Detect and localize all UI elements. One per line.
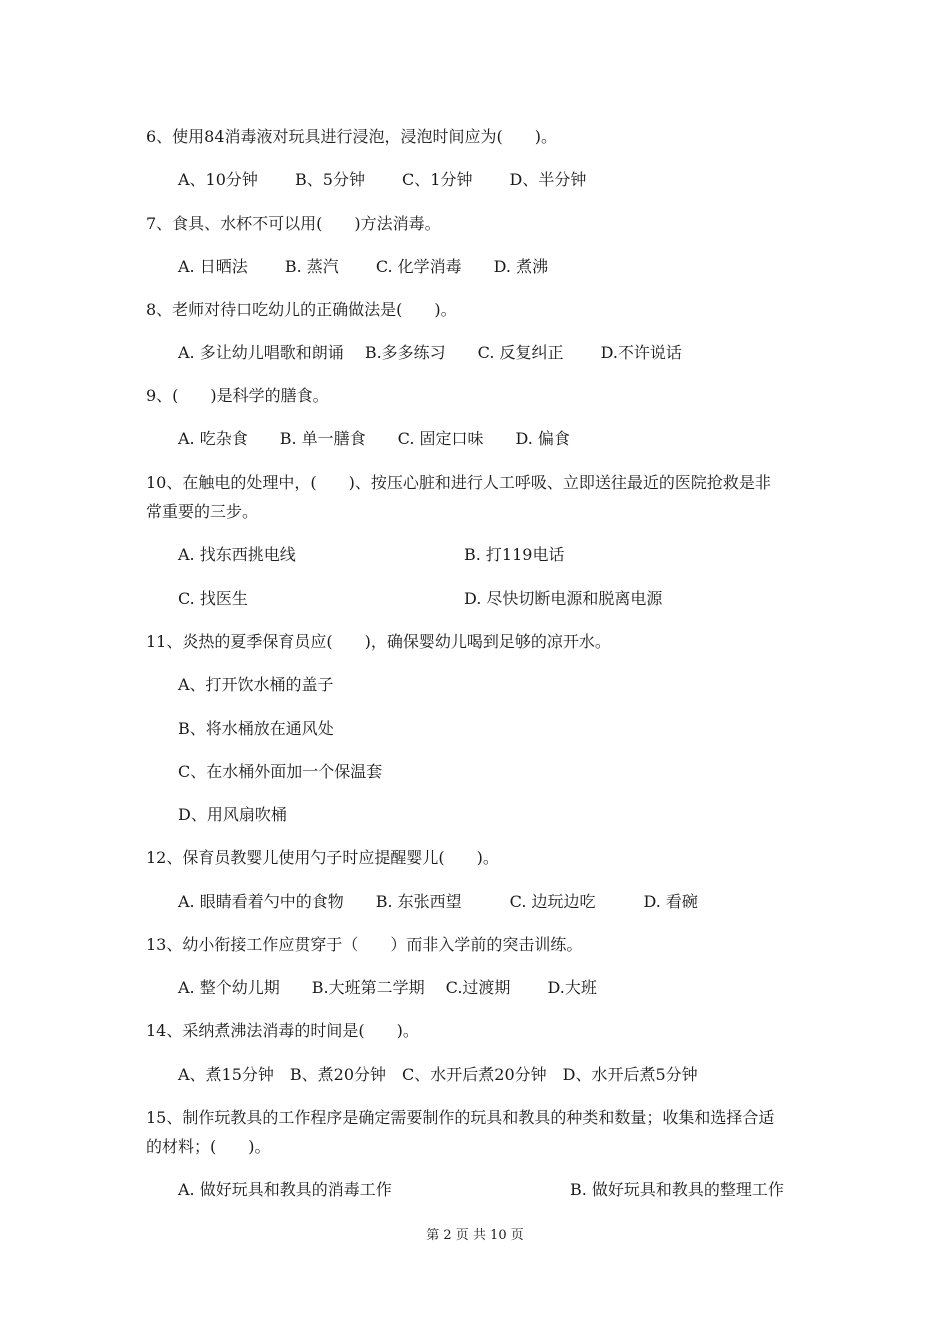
question-10-option-a: A. 找东西挑电线 <box>178 545 296 564</box>
question-9-stem: 9、( )是科学的膳食。 <box>146 386 329 405</box>
question-11-option-d: D、用风扇吹桶 <box>178 805 287 824</box>
question-11-option-b: B、将水桶放在通风处 <box>178 719 334 738</box>
question-15-option-a: A. 做好玩具和教具的消毒工作 <box>178 1180 392 1199</box>
question-15-option-b: B. 做好玩具和教具的整理工作 <box>570 1180 784 1199</box>
question-8-options: A. 多让幼儿唱歌和朗诵 B.多多练习 C. 反复纠正 D.不许说话 <box>178 343 682 362</box>
question-11-stem: 11、炎热的夏季保育员应( )，确保婴幼儿喝到足够的凉开水。 <box>146 632 611 651</box>
question-13-stem: 13、幼小衔接工作应贯穿于（ ）而非入学前的突击训练。 <box>146 935 583 954</box>
question-13-options: A. 整个幼儿期 B.大班第二学期 C.过渡期 D.大班 <box>178 978 597 997</box>
question-10-option-d: D. 尽快切断电源和脱离电源 <box>464 589 663 608</box>
question-10-stem-line2: 常重要的三步。 <box>146 502 259 521</box>
question-7-options: A. 日晒法 B. 蒸汽 C. 化学消毒 D. 煮沸 <box>178 257 549 276</box>
page-number-footer: 第 2 页 共 10 页 <box>426 1228 524 1243</box>
question-15-stem-line2: 的材料；( )。 <box>146 1137 271 1156</box>
question-7-stem: 7、食具、水杯不可以用( )方法消毒。 <box>146 214 441 233</box>
question-6-stem: 6、使用84消毒液对玩具进行浸泡，浸泡时间应为( )。 <box>146 127 558 146</box>
question-15-stem-line1: 15、制作玩教具的工作程序是确定需要制作的玩具和教具的种类和数量；收集和选择合适 <box>146 1108 775 1127</box>
question-9-options: A. 吃杂食 B. 单一膳食 C. 固定口味 D. 偏食 <box>178 429 570 448</box>
question-10-option-c: C. 找医生 <box>178 589 248 608</box>
question-11-option-a: A、打开饮水桶的盖子 <box>178 675 334 694</box>
question-6-options: A、10分钟 B、5分钟 C、1分钟 D、半分钟 <box>178 170 587 189</box>
question-12-options: A. 眼睛看着勺中的食物 B. 东张西望 C. 边玩边吃 D. 看碗 <box>178 892 698 911</box>
question-10-option-b: B. 打119电话 <box>464 545 565 564</box>
question-14-options: A、煮15分钟 B、煮20分钟 C、水开后煮20分钟 D、水开后煮5分钟 <box>178 1065 698 1084</box>
question-11-option-c: C、在水桶外面加一个保温套 <box>178 762 383 781</box>
question-10-stem-line1: 10、在触电的处理中，( )、按压心脏和进行人工呼吸、立即送往最近的医院抢救是非 <box>146 473 771 492</box>
question-14-stem: 14、采纳煮沸法消毒的时间是( )。 <box>146 1021 419 1040</box>
question-8-stem: 8、老师对待口吃幼儿的正确做法是( )。 <box>146 300 457 319</box>
question-12-stem: 12、保育员教婴儿使用勺子时应提醒婴儿( )。 <box>146 848 499 867</box>
